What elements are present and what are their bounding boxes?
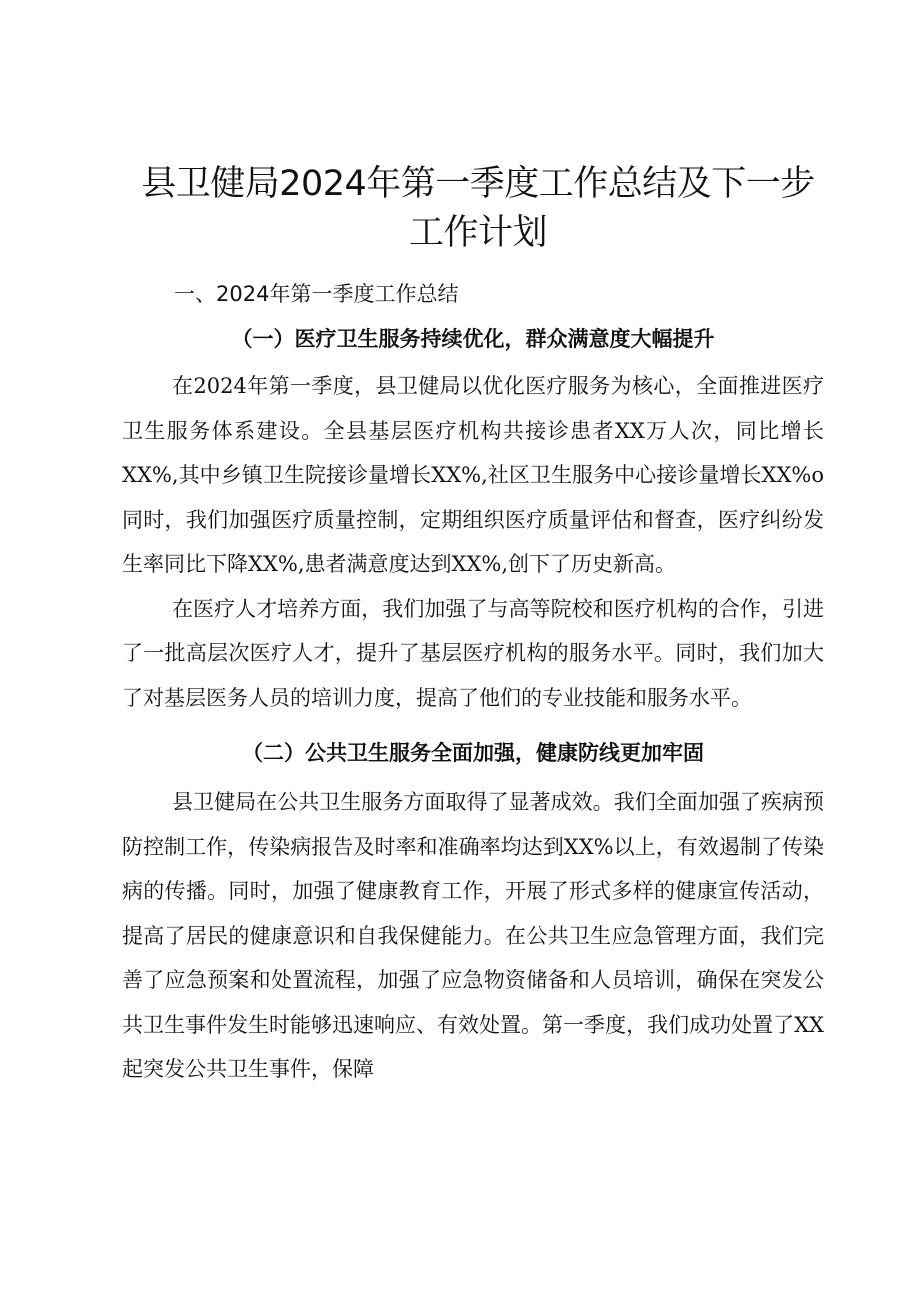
paragraph-2: 在医疗人才培养方面，我们加强了与高等院校和医疗机构的合作，引进了一批高层次医疗人才，提升了基层医疗机构的服务水平。同时，我们加大了对基层医务人员的培训力度，提高了他们的专业技能和服务水平。 [122,596,824,710]
document-title-line1: 县卫健局2024年第一季度工作总结及下一步 [141,164,815,204]
document-title [122,160,824,258]
paragraph-1: 在2024年第一季度，县卫健局以优化医疗服务为核心，全面推进医疗卫生服务体系建设。全县基层医疗机构共接诊患者XX万人次，同比增长XX%,其中乡镇卫生院接诊量增长XX%,社区卫生服务中心接诊量增长XX%o同时，我们加强医疗质量控制，定期组织医疗质量评估和督查，医疗纠纷发生率同比下降XX%,患者满意度达到XX%,创下了历史新高。 [122,374,824,576]
subsection-heading-1: （一）医疗卫生服务持续优化，群众满意度大幅提升 [231,326,715,351]
subsection-heading-2: （二）公共卫生服务全面加强，健康防线更加牢固 [242,740,704,765]
document-title-line2: 工作计划 [408,213,547,253]
section-heading-1: 一、2024年第一季度工作总结 [174,282,459,306]
paragraph-3: 县卫健局在公共卫生服务方面取得了显著成效。我们全面加强了疾病预防控制工作，传染病报告及时率和准确率均达到XX%以上，有效遏制了传染病的传播。同时，加强了健康教育工作，开展了形式多样的健康宣传活动，提高了居民的健康意识和自我保健能力。在公共卫生应急管理方面，我们完善了应急预案和处置流程，加强了应急物资储备和人员培训，确保在突发公共卫生事件发生时能够迅速响应、有效处置。第一季度，我们成功处置了XX起突发公共卫生事件，保障 [122,790,824,1081]
